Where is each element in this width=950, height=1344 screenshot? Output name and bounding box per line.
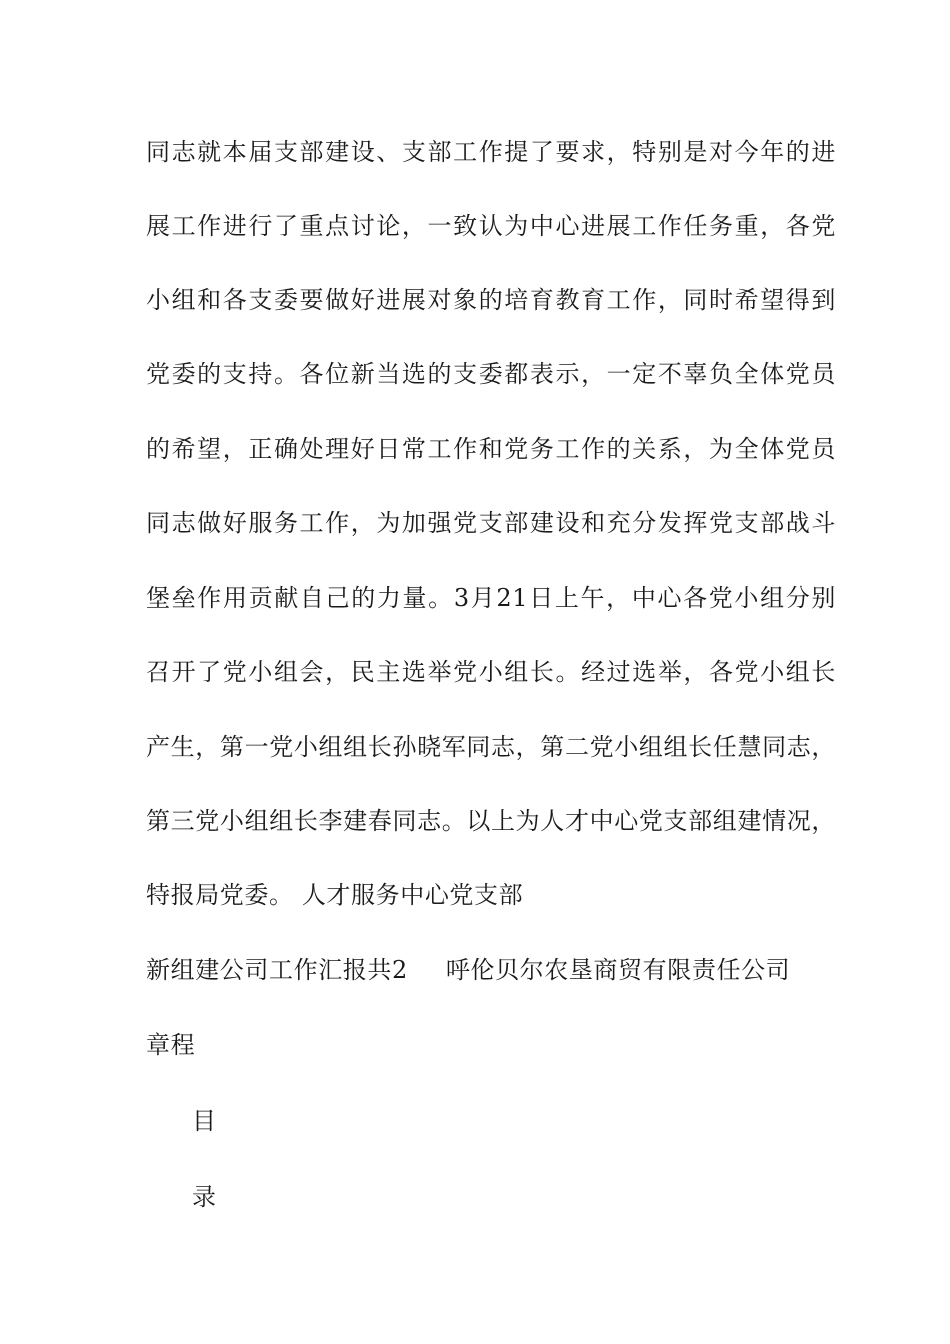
paragraph-line: 展工作进行了重点讨论，一致认为中心进展工作任务重，各党 <box>146 212 836 240</box>
toc-heading-char: 目 <box>192 1107 217 1135</box>
paragraph-line: 同志做好服务工作，为加强党支部建设和充分发挥党支部战斗 <box>146 509 836 537</box>
toc-heading-char: 录 <box>192 1183 217 1211</box>
paragraph-line: 小组和各支委要做好进展对象的培育教育工作，同时希望得到 <box>146 286 836 314</box>
paragraph-line: 同志就本届支部建设、支部工作提了要求，特别是对今年的进 <box>146 138 836 166</box>
paragraph-line: 堡垒作用贡献自己的力量。3月21日上午，中心各党小组分别 <box>146 584 836 612</box>
paragraph-last-line: 特报局党委。 人才服务中心党支部 <box>146 881 524 909</box>
paragraph-line: 的希望，正确处理好日常工作和党务工作的关系，为全体党员 <box>146 435 836 463</box>
heading-right: 呼伦贝尔农垦商贸有限责任公司 <box>445 956 791 984</box>
paragraph-line: 第三党小组组长李建春同志。以上为人才中心党支部组建情况， <box>146 807 836 835</box>
heading-continuation: 章程 <box>146 1031 196 1059</box>
paragraph-line: 产生，第一党小组组长孙晓军同志，第二党小组组长任慧同志， <box>146 733 836 761</box>
section-heading <box>146 955 836 985</box>
paragraph-line: 党委的支持。各位新当选的支委都表示，一定不辜负全体党员 <box>146 360 836 388</box>
paragraph-line: 召开了党小组会，民主选举党小组长。经过选举，各党小组长 <box>146 658 836 686</box>
heading-left: 新组建公司工作汇报共2 <box>146 956 408 984</box>
